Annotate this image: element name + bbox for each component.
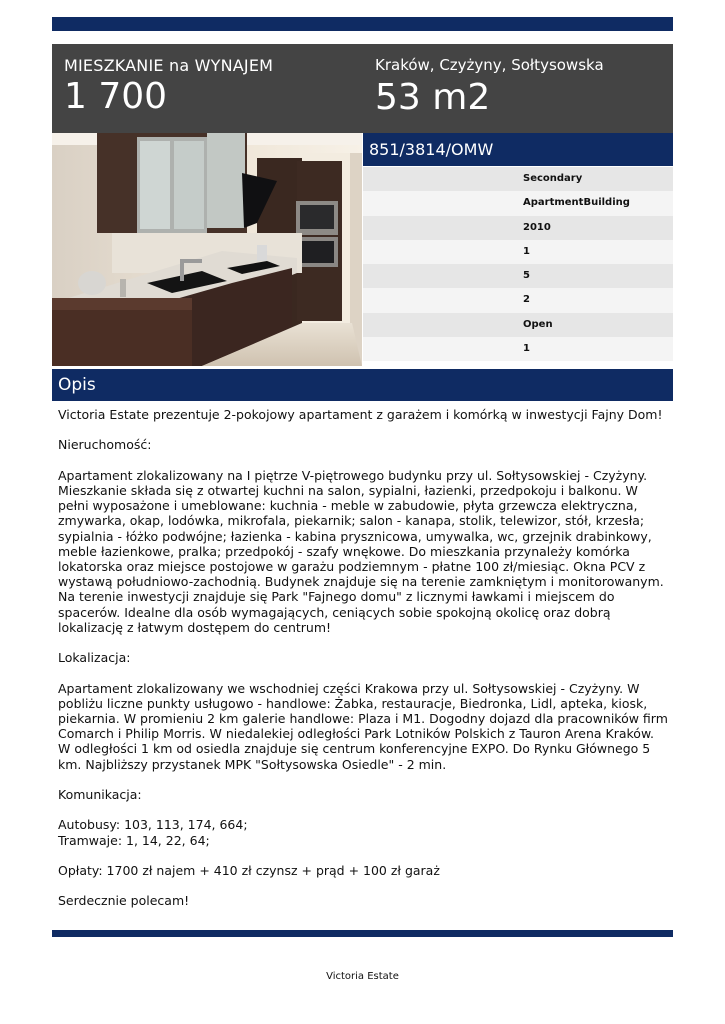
- param-kitchen: Open: [363, 313, 673, 337]
- footer-agency: Victoria Estate: [326, 971, 399, 982]
- reference-number: 851/3814/OMW: [363, 133, 673, 166]
- param-floors-total: 5: [363, 264, 673, 288]
- param-rooms: 2: [363, 288, 673, 312]
- param-bathrooms: 1: [363, 337, 673, 361]
- description-fees: Opłaty: 1700 zł najem + 410 zł czynsz + prąd + 100 zł garaż: [58, 862, 440, 878]
- listing-header: [52, 44, 673, 133]
- description-intro: Victoria Estate prezentuje 2-pokojowy apartament z garażem i komórką w inwestycji Fajny Dom!: [58, 407, 663, 422]
- section-title-description: Opis: [52, 369, 673, 401]
- description-transport: Autobusy: 103, 113, 174, 664; Tramwaje: 1, 14, 22, 64;: [58, 817, 248, 848]
- description-heading-property: Nieruchomość:: [58, 437, 152, 453]
- parameters-table: [363, 167, 673, 361]
- listing-price: 1 700: [64, 76, 168, 117]
- top-accent-bar: [52, 17, 673, 31]
- description-heading-transport: Komunikacja:: [58, 787, 142, 802]
- description-location: Apartament zlokalizowany we wschodniej części Krakowa przy ul. Sołtysowskiej - Czyżyny. W pobliżu liczne punkty usługowo - handlowe: Żabka, restauracje, Biedronka, Lidl, apteka, kiosk, piekarnia. W promieniu 2 km galerie handlowe: Plaza i M1. Dogodny dojazd dla pracowników firm Comarch i Philip Morris. W niedalekiej odległości Park Lotników Polskich z Tauron Arena Kraków. W odległości 1 km od osiedla znajduje się centrum konferencyjne EXPO. Do Rynku Głównego 5 km. Najbliższy przystanek MPK "Sołtysowska Osiedle" - 2 min.: [58, 680, 668, 772]
- header-left: [64, 56, 273, 117]
- header-right: [375, 56, 604, 118]
- description-heading-location: Lokalizacja:: [58, 650, 131, 666]
- listing-location: Kraków, Czyżyny, Sołtysowska: [375, 56, 604, 74]
- bottom-accent-bar: [52, 930, 673, 937]
- param-floor: 1: [363, 240, 673, 264]
- param-market: Secondary: [363, 167, 673, 191]
- description-closing: Serdecznie polecam!: [58, 893, 190, 909]
- param-building-type: ApartmentBuilding: [363, 191, 673, 215]
- listing-type: MIESZKANIE na WYNAJEM: [64, 56, 274, 75]
- kitchen-photo: [52, 133, 362, 366]
- kitchen-photo-illustration: [52, 133, 362, 366]
- description-property: Apartament zlokalizowany na I piętrze V-piętrowego budynku przy ul. Sołtysowskiej - Czyżyny. Mieszkanie składa się z otwartej kuchni na salon, sypialni, łazienki, przedpokoju i balkonu. W pełni wyposażone i umeblowane: kuchnia - meble w zabudowie, płyta grzewcza elektryczna, zmywarka, okap, lodówka, mikrofala, piekarnik; salon - kanapa, stolik, telewizor, stół, krzesła; sypialnia - łóżko podwójne; łazienka - kabina prysznicowa, umywalka, wc, grzejnik drabinkowy, meble łazienkowe, pralka; przedpokój - szafy wnękowe. Do mieszkania przynależy komórka lokatorska oraz miejsce postojowe w garażu podziemnym - płatne 100 zł/miesiąc. Okna PCV z wystawą południowo-zachodnią. Budynek znajduje się na terenie zamkniętym i monitorowanym. Na terenie inwestycji znajduje się Park "Fajnego domu" z licznymi ławkami i miejscem do spacerów. Idealne dla osób wymagających, ceniących sobie spokojną okolicę oraz dobrą lokalizację z łatwym dostępem do centrum!: [58, 467, 664, 635]
- param-year-built: 2010: [363, 216, 673, 240]
- listing-area: 53 m2: [375, 77, 491, 118]
- description-text: [58, 407, 670, 924]
